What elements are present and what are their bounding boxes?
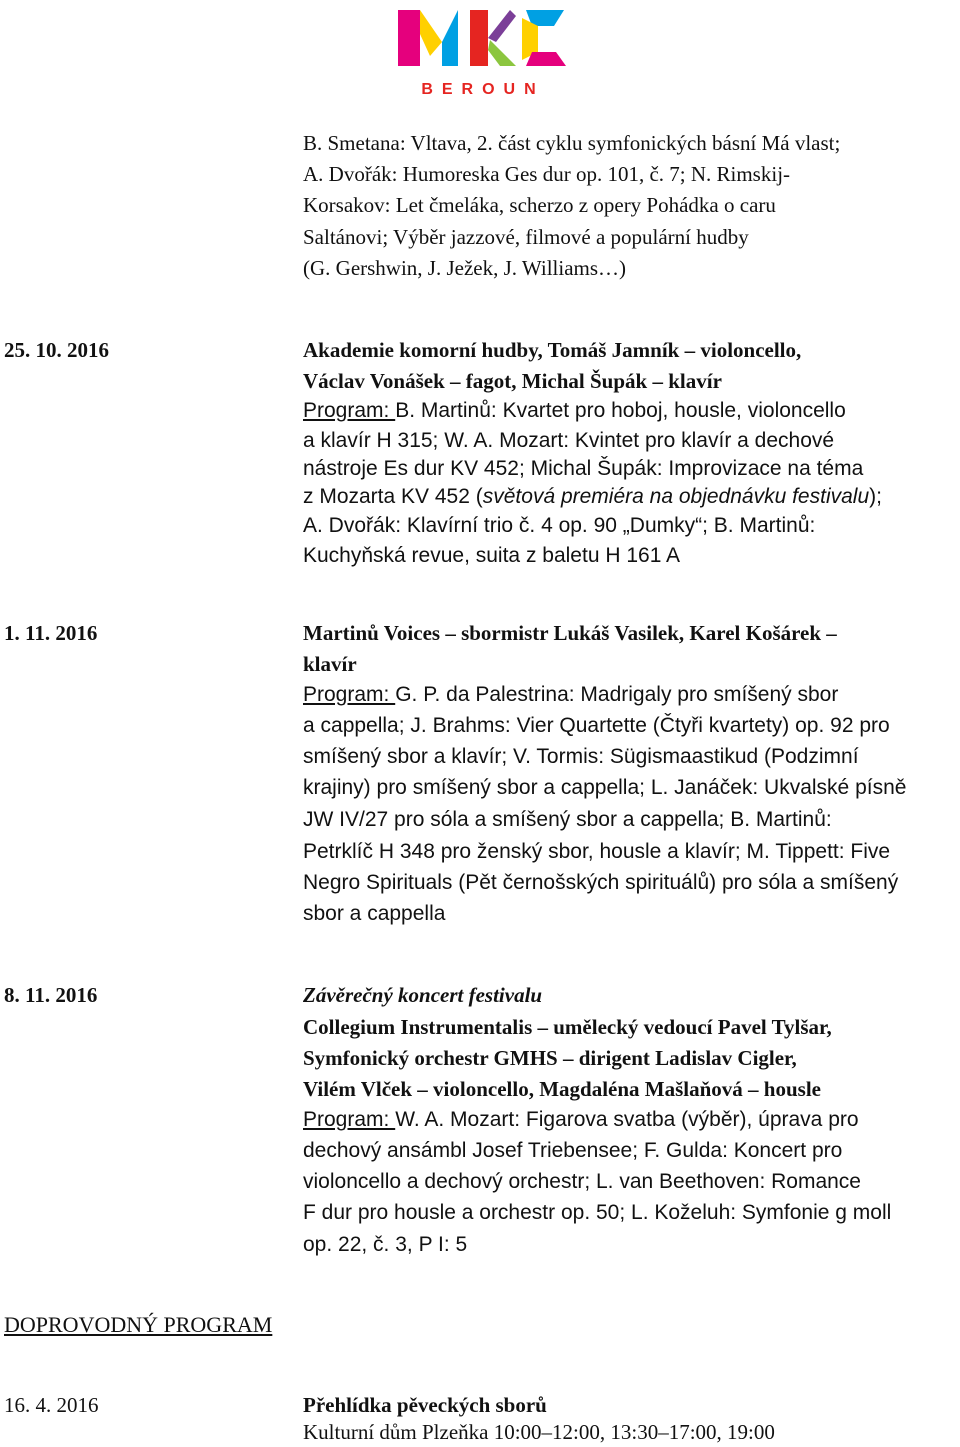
intro-line: Saltánovi; Výběr jazzové, filmové a populární hudby [303, 225, 749, 249]
event-date: 1. 11. 2016 [4, 621, 98, 645]
logo-c-bottom [526, 52, 566, 66]
event-title: Václav Vonášek – fagot, Michal Šupák – klavír [303, 369, 722, 393]
program-text: B. Martinů: Kvartet pro hoboj, housle, violoncello [395, 399, 846, 422]
event-program-line: Kuchyňská revue, suita z baletu H 161 A [303, 544, 681, 567]
program-text: z Mozarta KV 452 ( [303, 485, 483, 508]
event-date: 8. 11. 2016 [4, 983, 98, 1007]
event-program-line: Petrklíč H 348 pro ženský sbor, housle a klavír; M. Tippett: Five [303, 840, 891, 863]
logo-k-stem [470, 10, 488, 66]
event-program-line [303, 1106, 859, 1134]
event-detail: Kulturní dům Plzeňka 10:00–12:00, 13:30–17:00, 19:00 [303, 1420, 775, 1444]
event-title: klavír [303, 652, 357, 676]
event-program-line: dechový ansámbl Josef Triebensee; F. Gulda: Koncert pro [303, 1139, 843, 1162]
event-program-line: sbor a cappella [303, 902, 446, 925]
event-program-line: op. 22, č. 3, P I: 5 [303, 1233, 468, 1256]
program-italic-text: světová premiéra na objednávku festivalu [482, 485, 870, 508]
logo-city-text: BEROUN [421, 81, 545, 98]
logo-m-mid [420, 10, 442, 56]
program-text: W. A. Mozart: Figarova svatba (výběr), úprava pro [395, 1108, 859, 1131]
event-program-line: F dur pro housle a orchestr op. 50; L. Koželuh: Symfonie g moll [303, 1201, 892, 1224]
event-program-line: a cappella; J. Brahms: Vier Quartette (Čtyři kvartety) op. 92 pro [303, 714, 890, 737]
event-program-line: Negro Spirituals (Pět černošských spirituálů) pro sóla a smíšený [303, 871, 899, 894]
intro-line: A. Dvořák: Humoreska Ges dur op. 101, č. 7; N. Rimskij- [303, 162, 791, 186]
event-title: Martinů Voices – sbormistr Lukáš Vasilek, Karel Košárek – [303, 621, 837, 645]
program-label: Program: [303, 1108, 396, 1131]
event-program-line: violoncello a dechový orchestr; L. van Beethoven: Romance [303, 1170, 861, 1193]
intro-line: Korsakov: Let čmeláka, scherzo z opery Pohádka o caru [303, 193, 776, 217]
intro-line: (G. Gershwin, J. Ježek, J. Williams…) [303, 256, 627, 280]
program-label: Program: [303, 399, 396, 422]
mkc-beroun-logo [392, 4, 574, 104]
intro-line: B. Smetana: Vltava, 2. část cyklu symfonických básní Má vlast; [303, 131, 841, 155]
event-title: Symfonický orchestr GMHS – dirigent Ladislav Cigler, [303, 1046, 797, 1070]
program-label: Program: [303, 683, 396, 706]
program-text: G. P. da Palestrina: Madrigaly pro smíšený sbor [395, 683, 839, 706]
event-title: Přehlídka pěveckých sborů [303, 1393, 547, 1417]
event-program-line [303, 483, 882, 511]
event-program-line: JW IV/27 pro sóla a smíšený sbor a cappella; B. Martinů: [303, 808, 832, 831]
event-program-line: A. Dvořák: Klavírní trio č. 4 op. 90 „Dumky“; B. Martinů: [303, 514, 816, 537]
event-program-line [303, 397, 846, 425]
event-date: 16. 4. 2016 [4, 1393, 99, 1417]
logo-k-lower [488, 40, 516, 66]
event-program-line: nástroje Es dur KV 452; Michal Šupák: Improvizace na téma [303, 457, 864, 480]
logo-m-right [442, 10, 458, 66]
logo-m-left [398, 10, 420, 66]
event-program-line: smíšený sbor a klavír; V. Tormis: Sügismaastikud (Podzimní [303, 745, 859, 768]
event-program-line [303, 681, 838, 709]
event-title: Závěrečný koncert festivalu [303, 983, 543, 1007]
event-title: Collegium Instrumentalis – umělecký vedoucí Pavel Tylšar, [303, 1015, 832, 1039]
section-heading: DOPROVODNÝ PROGRAM [4, 1312, 273, 1337]
event-title: Akademie komorní hudby, Tomáš Jamník – violoncello, [303, 338, 802, 362]
event-title: Vilém Vlček – violoncello, Magdaléna Mašlaňová – housle [303, 1077, 821, 1101]
event-date: 25. 10. 2016 [4, 338, 109, 362]
logo-k-upper [488, 10, 516, 42]
program-text: ); [869, 485, 882, 508]
event-program-line: a klavír H 315; W. A. Mozart: Kvintet pro klavír a dechové [303, 429, 835, 452]
event-program-line: krajiny) pro smíšený sbor a cappella; L. Janáček: Ukvalské písně [303, 776, 907, 799]
